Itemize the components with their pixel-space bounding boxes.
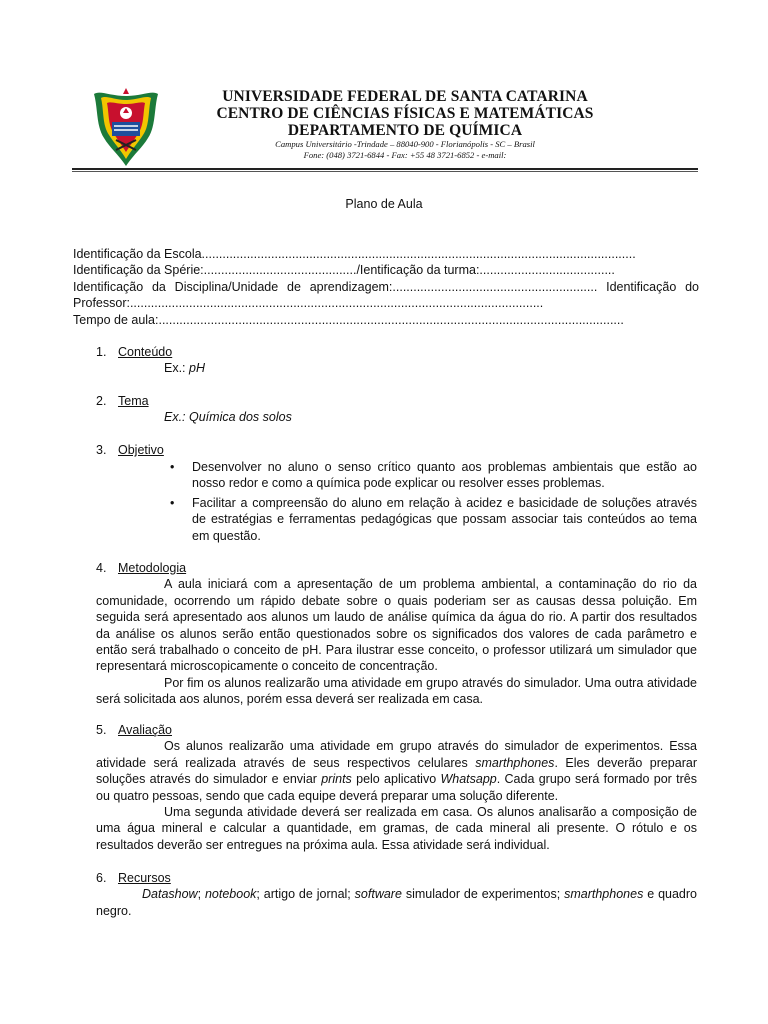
paragraph: Por fim os alunos realizarão uma atividade em grupo através do simulador. Uma outra atividade será solicitada aos alunos, porém essa deverá ser realizada em casa. <box>96 675 697 707</box>
bullet-icon: • <box>170 460 175 474</box>
text-run-italic: Whatsapp <box>440 772 497 787</box>
discipline-line: Identificação da Disciplina/Unidade de aprendizagem:........................................................... Identificação do <box>73 279 699 294</box>
section-body <box>96 576 697 707</box>
example-prefix: Ex.: <box>164 361 190 376</box>
paragraph <box>96 886 697 919</box>
series-class-line: Identificação da Spérie:............................................/Ientificação da turma:....................................... <box>73 263 615 278</box>
section-number: 6. <box>96 871 107 885</box>
paragraph <box>96 738 697 804</box>
page-title: Plano de Aula <box>345 197 423 211</box>
letterhead-text <box>182 88 628 161</box>
section-number: 5. <box>96 723 107 737</box>
section-title: Metodologia <box>118 561 187 575</box>
section-title: Tema <box>118 394 149 408</box>
university-coat-of-arms-icon <box>90 82 162 168</box>
section-body <box>96 459 697 544</box>
section-number: 1. <box>96 345 107 359</box>
section-number: 3. <box>96 443 107 457</box>
bullet-icon: • <box>170 495 175 510</box>
section-title: Recursos <box>118 871 171 885</box>
text-run-italic: software <box>354 887 402 902</box>
letterhead <box>72 80 698 172</box>
text-run: simulador de experimentos; <box>401 887 565 902</box>
section-title: Objetivo <box>118 443 164 457</box>
list-item <box>96 459 697 492</box>
paragraph: A aula iniciará com a apresentação de um problema ambiental, a contaminação do rio da comunidade, ocorrendo um rápido debate sobre o quais poderiam ser as causas dessa poluição. Em seguida será apresentado aos alunos um laudo de análise química da água do rio. A partir dos resultados da análise os alunos serão então questionados sobre os significados dos valores de cada parâmetro e então será trabalhado o conceito de pH. Para ilustrar esse conceito, o professor utilizará um simulador que representará microscopicamente o conceito de concentração. <box>96 577 697 674</box>
text-run-italic: Datashow <box>142 887 198 902</box>
bullet-line: Desenvolver no aluno o senso crítico quanto aos problemas ambientais que estão ao <box>192 460 697 474</box>
text-run-italic: notebook <box>204 887 257 902</box>
text-run: . Cada grupo será formado por três ou quatro pessoas, sendo que cada equipe deverá preparar uma solução diferente. <box>96 772 697 803</box>
bullet-line: nosso redor e como a química pode explicar ou resolver esses problemas. <box>192 476 605 491</box>
text-run-italic: smarthphones <box>475 755 555 770</box>
section-body <box>96 409 697 425</box>
text-run: . Eles deverão preparar soluções através do simulador e enviar <box>96 755 697 787</box>
section-body <box>96 738 697 853</box>
section-number: 2. <box>96 394 107 408</box>
text-run: ; <box>197 887 205 902</box>
example-text: pH <box>189 361 205 376</box>
example-text: Ex.: Química dos solos <box>164 410 292 425</box>
text-run: ; artigo de jornal; <box>256 887 355 902</box>
section-title: Avaliação <box>118 723 172 737</box>
bullet-line: Facilitar a compreensão do aluno em relação à acidez e basicidade de soluções através <box>192 495 697 510</box>
bullet-line: de estratégias e ferramentas pedagógicas que possam associar tais conteúdos ao tema <box>192 512 697 527</box>
section-title: Conteúdo <box>118 345 173 359</box>
class-time-line: Tempo de aula:...................................................................................................................................... <box>73 312 624 327</box>
paragraph: Uma segunda atividade deverá ser realizada em casa. Os alunos analisarão a composição de uma água mineral e calcular a quantidade, em gramas, de cada mineral ali presente. O rótulo e os resultados deverão ser entregues na próxima aula. Essa atividade será individual. <box>96 805 697 852</box>
bullet-line: em questão. <box>192 528 261 543</box>
identification-block <box>73 246 699 328</box>
text-run: e quadro negro. <box>96 887 697 918</box>
list-item <box>96 495 697 544</box>
address-line: Campus Universitário -Trindade – 88040-900 - Florianópolis - SC – Brasil <box>275 139 535 149</box>
header-rule-thin <box>72 171 698 172</box>
text-run: pelo aplicativo <box>351 772 441 787</box>
section-body <box>96 360 697 376</box>
text-run: Os alunos realizarão uma atividade em grupo através do simulador de experimentos. Essa atividade será realizada através de seus respectivos celulares <box>96 739 697 770</box>
section-number: 4. <box>96 561 107 575</box>
department-name: DEPARTAMENTO DE QUÍMICA <box>287 122 523 139</box>
text-run-italic: smarthphones <box>564 887 644 902</box>
header-rule <box>72 168 698 170</box>
text-run-italic: prints <box>321 772 352 787</box>
professor-line: Professor:....................................................................................................................... <box>73 296 544 311</box>
phone-line: Fone: (048) 3721-6844 - Fax: +55 48 3721-6852 - e-mail: <box>303 150 507 160</box>
section-body <box>96 886 697 919</box>
university-name: UNIVERSIDADE FEDERAL DE SANTA CATARINA <box>222 88 588 105</box>
school-id-line: Identificação da Escola............................................................................................................................. <box>73 247 636 261</box>
center-name: CENTRO DE CIÊNCIAS FÍSICAS E MATEMÁTICAS <box>216 105 594 122</box>
